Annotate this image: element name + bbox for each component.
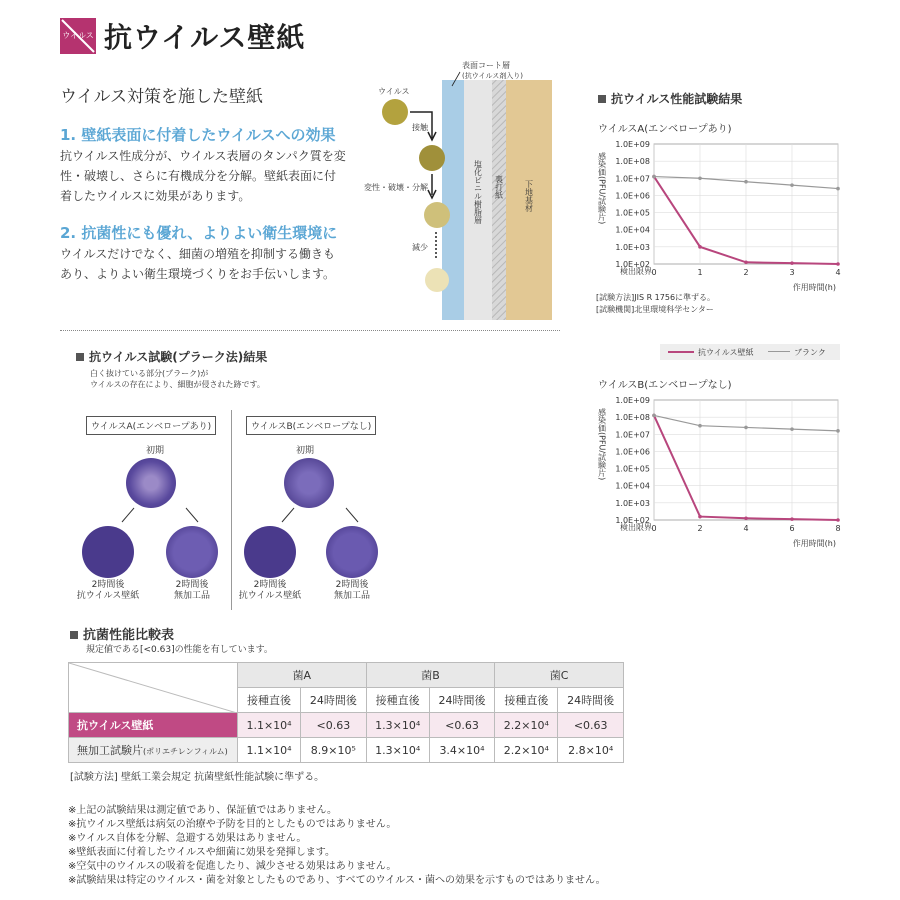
data-point xyxy=(790,183,794,187)
chart-a xyxy=(594,132,850,297)
dish-untreated-b xyxy=(326,526,378,578)
data-point xyxy=(836,187,840,191)
point1-line: 性・破壊し、さらに有機成分を分解。壁紙表面に付 xyxy=(60,169,337,183)
data-point xyxy=(836,429,840,433)
data-point xyxy=(698,176,702,180)
col-bacteria-b: 菌B xyxy=(366,663,495,688)
data-point xyxy=(744,516,748,520)
virus-icon xyxy=(425,268,449,292)
data-point xyxy=(652,175,656,179)
data-point xyxy=(652,414,656,418)
subheader: 接種直後 xyxy=(366,688,429,713)
logo-badge xyxy=(60,18,96,54)
y-tick-label: 1.0E+09 xyxy=(615,140,650,149)
point1-line: 抗ウイルス性成分が、ウイルス表層のタンパク質を変 xyxy=(60,149,346,163)
y-tick-label: 1.0E+08 xyxy=(615,413,650,423)
plaque-note-1: 白く抜けている部分(プラーク)が xyxy=(90,369,209,378)
table-row xyxy=(69,738,624,763)
point1-text xyxy=(60,146,370,206)
x-tick-label: 6 xyxy=(789,524,795,533)
y-tick-label: 1.0E+03 xyxy=(615,498,650,508)
x-tick-label: 2 xyxy=(697,524,703,533)
caption-time: 2時間後 xyxy=(175,580,209,590)
data-point xyxy=(790,261,794,265)
label-pvc: 塩化ビニル樹脂層 xyxy=(473,160,483,224)
note-line: ※試験結果は特定のウイルス・菌を対象としたものであり、すべてのウイルス・菌への効果を示すものではありません。 xyxy=(68,875,606,886)
y-tick-label: 1.0E+07 xyxy=(615,174,650,184)
arrows-a xyxy=(110,506,210,526)
antibac-title-text: 抗菌性能比較表 xyxy=(83,628,175,643)
data-point xyxy=(836,518,840,522)
table-cell: 1.3×10⁴ xyxy=(366,738,429,763)
data-point xyxy=(790,427,794,431)
table-cell: 2.2×10⁴ xyxy=(495,738,558,763)
y-tick-label: 1.0E+02 xyxy=(615,516,650,525)
x-tick-label: 0 xyxy=(651,268,657,277)
x-tick-label: 3 xyxy=(789,268,795,277)
table-cell: 8.9×10⁵ xyxy=(301,738,367,763)
data-point xyxy=(698,515,702,519)
label-backing: 裏打紙 xyxy=(494,175,504,199)
data-point xyxy=(744,426,748,430)
col-bacteria-c: 菌C xyxy=(495,663,624,688)
x-tick-label: 2 xyxy=(743,268,749,277)
table-cell: <0.63 xyxy=(301,713,367,738)
wallpaper-layer-diagram xyxy=(360,60,560,320)
caption-type: 無加工品 xyxy=(173,591,210,601)
x-tick-label: 8 xyxy=(835,524,841,533)
caption-time: 2時間後 xyxy=(91,580,125,590)
divider xyxy=(60,330,560,331)
subheader: 接種直後 xyxy=(495,688,558,713)
antibac-title xyxy=(70,624,174,643)
x-tick-label: 1 xyxy=(697,268,703,277)
table-cell: <0.63 xyxy=(558,713,624,738)
chart-b-title: ウイルスB(エンベロープなし) xyxy=(598,380,732,391)
note-line: ※空気中のウイルスの吸着を促進したり、減少させる効果はありません。 xyxy=(68,861,397,872)
dish-caption-treated-a xyxy=(70,580,146,602)
x-tick-label: 4 xyxy=(835,268,841,277)
dish-caption-untreated-a xyxy=(154,580,230,602)
arrows-b xyxy=(270,506,370,526)
label-denature: 変性・破壊・分解 xyxy=(364,183,428,192)
label-contact: 接触 xyxy=(412,123,428,132)
legend-swatch-blank xyxy=(768,351,790,352)
x-axis-label: 作用時間(h) xyxy=(792,283,836,292)
caption-time: 2時間後 xyxy=(335,580,369,590)
col-bacteria-a: 菌A xyxy=(238,663,367,688)
x-tick-label: 0 xyxy=(651,524,657,533)
caption-time: 2時間後 xyxy=(253,580,287,590)
table-corner xyxy=(69,663,238,713)
virus-b-label: ウイルスB(エンベロープなし) xyxy=(246,416,376,435)
results-title xyxy=(598,90,742,107)
note-line: ※上記の試験結果は測定値であり、保証値ではありません。 xyxy=(68,805,337,816)
y-tick-label: 1.0E+08 xyxy=(615,157,650,167)
label-base: 下地基材 xyxy=(524,180,534,212)
virus-icon xyxy=(382,99,408,125)
label-coat: 表面コート層 xyxy=(462,61,510,70)
antibac-table xyxy=(68,662,624,763)
virus-a-label: ウイルスA(エンベロープあり) xyxy=(86,416,216,435)
dish-label-initial: 初期 xyxy=(145,446,164,456)
data-point xyxy=(744,260,748,264)
data-point xyxy=(698,424,702,428)
logo-text: ウイルス xyxy=(62,31,94,40)
legend-label-antivirus: 抗ウイルス壁紙 xyxy=(698,348,754,357)
y-tick-label: 1.0E+03 xyxy=(615,242,650,252)
point2-line: ウイルスだけでなく、細菌の増殖を抑制する働きも xyxy=(60,247,336,261)
page-title: 抗ウイルス壁紙 xyxy=(104,21,306,54)
table-cell: 2.2×10⁴ xyxy=(495,713,558,738)
note-line: ※壁紙表面に付着したウイルスや細菌に効果を発揮します。 xyxy=(68,847,335,858)
label-coat-sub: (抗ウイルス剤入り) xyxy=(462,72,524,80)
chart-institute: [試験機関]北里環境科学センター xyxy=(596,305,714,314)
dish-initial-a xyxy=(126,458,176,508)
plaque-note-2: ウイルスの存在により、細胞が侵された跡です。 xyxy=(90,380,265,389)
chart-method: [試験方法]JIS R 1756に準ずる。 xyxy=(596,293,716,302)
point2-line: あり、よりよい衛生環境づくりをお手伝いします。 xyxy=(60,267,336,281)
y-axis-label: 感染価(PFU/試験片) xyxy=(597,152,607,225)
table-cell: <0.63 xyxy=(429,713,495,738)
dish-initial-b xyxy=(284,458,334,508)
chart-b xyxy=(594,388,850,553)
x-tick-label: 4 xyxy=(743,524,749,533)
dish-untreated-a xyxy=(166,526,218,578)
legend-label-blank: ブランク xyxy=(794,348,826,357)
row-label-main: 無加工試験片 xyxy=(77,744,143,757)
table-cell: 1.1×10⁴ xyxy=(238,713,301,738)
y-axis-label: 感染価(PFU/試験片) xyxy=(597,408,607,481)
antibac-note: 規定値である[<0.63]の性能を有しています。 xyxy=(86,645,273,655)
plaque-title xyxy=(76,348,267,365)
results-title-text: 抗ウイルス性能試験結果 xyxy=(611,92,743,106)
data-point xyxy=(790,517,794,521)
row-label xyxy=(69,738,238,763)
subheader: 24時間後 xyxy=(429,688,495,713)
y-tick-label: 1.0E+04 xyxy=(615,481,650,491)
dish-caption-untreated-b xyxy=(314,580,390,602)
point2-text xyxy=(60,244,370,284)
detect-limit-label: 検出限界 xyxy=(620,523,652,532)
legend-swatch-antivirus xyxy=(668,351,694,353)
caption-type: 抗ウイルス壁紙 xyxy=(238,591,302,601)
data-point xyxy=(698,245,702,249)
caption-type: 無加工品 xyxy=(333,591,370,601)
y-tick-label: 1.0E+07 xyxy=(615,430,650,440)
label-decrease: 減少 xyxy=(412,243,428,252)
y-tick-label: 1.0E+06 xyxy=(615,447,650,457)
y-tick-label: 1.0E+05 xyxy=(615,208,650,218)
y-tick-label: 1.0E+09 xyxy=(615,396,650,405)
point1-title: 1. 壁紙表面に付着したウイルスへの効果 xyxy=(60,126,336,144)
subheader: 24時間後 xyxy=(558,688,624,713)
notes xyxy=(68,804,606,888)
row-label-small: (ポリエチレンフィルム) xyxy=(143,747,228,756)
intro-subtitle: ウイルス対策を施した壁紙 xyxy=(60,87,263,107)
chart-a-title: ウイルスA(エンベロープあり) xyxy=(598,124,732,135)
virus-icon xyxy=(424,202,450,228)
y-tick-label: 1.0E+02 xyxy=(615,260,650,269)
plaque-title-text: 抗ウイルス試験(プラーク法)結果 xyxy=(89,350,268,364)
dish-label-initial: 初期 xyxy=(295,446,314,456)
y-tick-label: 1.0E+04 xyxy=(615,225,650,235)
subheader: 24時間後 xyxy=(301,688,367,713)
table-cell: 3.4×10⁴ xyxy=(429,738,495,763)
dish-treated-b xyxy=(244,526,296,578)
table-cell: 1.3×10⁴ xyxy=(366,713,429,738)
backing-layer xyxy=(492,80,506,320)
y-tick-label: 1.0E+06 xyxy=(615,191,650,201)
y-tick-label: 1.0E+05 xyxy=(615,464,650,474)
antibac-method: [試験方法] 壁紙工業会規定 抗菌壁紙性能試験に準ずる。 xyxy=(70,772,325,783)
table-cell: 2.8×10⁴ xyxy=(558,738,624,763)
detect-limit-label: 検出限界 xyxy=(620,267,652,276)
x-axis-label: 作用時間(h) xyxy=(792,539,836,548)
point1-line: 着したウイルスに効果があります。 xyxy=(60,189,251,203)
caption-type: 抗ウイルス壁紙 xyxy=(76,591,140,601)
table-cell: 1.1×10⁴ xyxy=(238,738,301,763)
legend xyxy=(660,344,840,360)
data-point xyxy=(744,180,748,184)
note-line: ※抗ウイルス壁紙は病気の治療や予防を目的としたものではありません。 xyxy=(68,819,397,830)
subheader: 接種直後 xyxy=(238,688,301,713)
dish-treated-a xyxy=(82,526,134,578)
label-virus: ウイルス xyxy=(378,87,410,96)
row-label: 抗ウイルス壁紙 xyxy=(69,713,238,738)
point2-title: 2. 抗菌性にも優れ、よりよい衛生環境に xyxy=(60,224,338,242)
virus-icon xyxy=(419,145,445,171)
dish-caption-treated-b xyxy=(232,580,308,602)
table-row xyxy=(69,713,624,738)
note-line: ※ウイルス自体を分解、急避する効果はありません。 xyxy=(68,833,307,844)
data-point xyxy=(836,262,840,266)
